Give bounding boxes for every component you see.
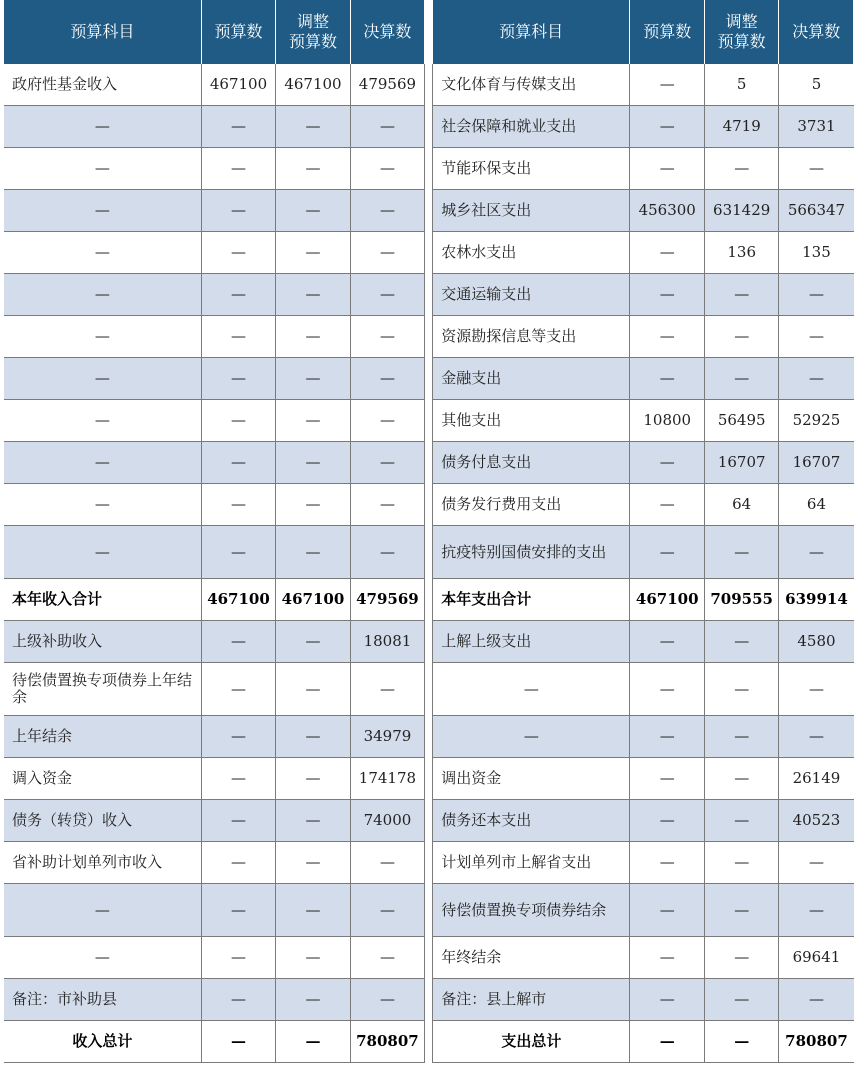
left-budget-cell: — [201,842,275,884]
right-final-cell: 5 [779,64,854,106]
left-adjusted-cell: — [276,842,350,884]
column-gap [425,232,433,274]
right-subject-cell: 抗疫特别国债安排的支出 [433,526,630,579]
left-adjusted-cell: — [276,716,350,758]
left-subject-cell: 备注：市补助县 [4,979,201,1021]
left-adjusted-cell: — [276,526,350,579]
left-adjusted-cell: — [276,1021,350,1063]
right-final-cell: — [779,842,854,884]
right-budget-cell: — [630,758,704,800]
left-adjusted-cell: 467100 [276,64,350,106]
right-final-cell: 780807 [779,1021,854,1063]
right-adjusted-cell: 136 [704,232,778,274]
left-subject-cell: 债务（转贷）收入 [4,800,201,842]
left-adjusted-cell: — [276,358,350,400]
right-subject-cell: 社会保障和就业支出 [433,106,630,148]
right-subject-cell: 上解上级支出 [433,621,630,663]
right-budget-cell: 10800 [630,400,704,442]
right-subject-cell: 支出总计 [433,1021,630,1063]
left-subject-cell: 本年收入合计 [4,579,201,621]
left-budget-cell: — [201,1021,275,1063]
column-gap [425,400,433,442]
header-gap [425,0,433,64]
right-budget-cell: — [630,526,704,579]
column-gap [425,316,433,358]
table-row [4,442,854,484]
left-subject-cell: — [4,526,201,579]
right-adjusted-cell: 5 [704,64,778,106]
left-final-cell: — [350,148,424,190]
left-subject-cell: — [4,316,201,358]
column-gap [425,442,433,484]
right-adjusted-cell: — [704,937,778,979]
table-row [4,800,854,842]
right-adjusted-cell: — [704,842,778,884]
right-final-cell: 40523 [779,800,854,842]
column-gap [425,64,433,106]
left-budget-cell: — [201,358,275,400]
left-final-cell: 479569 [350,64,424,106]
right-subject-cell: 调出资金 [433,758,630,800]
right-adjusted-cell: 631429 [704,190,778,232]
left-budget-cell: — [201,526,275,579]
column-gap [425,621,433,663]
left-subject-cell: 收入总计 [4,1021,201,1063]
left-budget-cell: 467100 [201,579,275,621]
left-adjusted-cell: — [276,274,350,316]
column-gap [425,937,433,979]
right-subject-cell: 文化体育与传媒支出 [433,64,630,106]
right-adjusted-cell: — [704,316,778,358]
left-adjusted-cell: — [276,663,350,716]
column-gap [425,274,433,316]
table-row [4,758,854,800]
right-adjusted-cell: — [704,800,778,842]
right-final-cell: — [779,358,854,400]
right-subject-cell: 债务发行费用支出 [433,484,630,526]
column-gap [425,526,433,579]
table-row [4,190,854,232]
left-final-cell: 174178 [350,758,424,800]
left-budget-cell: — [201,442,275,484]
right-adjusted-cell: — [704,979,778,1021]
left-subject-cell: — [4,148,201,190]
right-final-cell: 52925 [779,400,854,442]
table-row [4,64,854,106]
right-final-cell: — [779,316,854,358]
right-final-cell: — [779,884,854,937]
right-final-cell: 566347 [779,190,854,232]
left-budget-cell: — [201,716,275,758]
left-adjusted-cell: — [276,316,350,358]
table-row [4,274,854,316]
right-subject-cell: 本年支出合计 [433,579,630,621]
column-gap [425,148,433,190]
left-final-cell: — [350,842,424,884]
column-gap [425,800,433,842]
left-adjusted-cell: — [276,800,350,842]
right-adjusted-cell: — [704,621,778,663]
left-budget-cell: — [201,663,275,716]
right-subject-cell: 其他支出 [433,400,630,442]
right-final-cell: — [779,979,854,1021]
right-adjusted-cell: — [704,148,778,190]
right-budget-cell: — [630,979,704,1021]
left-subject-cell: — [4,484,201,526]
right-budget-cell: — [630,716,704,758]
right-subject-cell: 待偿债置换专项债券结余 [433,884,630,937]
right-budget-cell: — [630,358,704,400]
header-left-final: 决算数 [350,0,424,64]
column-gap [425,979,433,1021]
table-row [4,358,854,400]
column-gap [425,716,433,758]
left-subject-cell: — [4,106,201,148]
left-subject-cell: — [4,442,201,484]
left-adjusted-cell: 467100 [276,579,350,621]
right-adjusted-cell: 709555 [704,579,778,621]
right-budget-cell: — [630,663,704,716]
left-budget-cell: — [201,758,275,800]
right-budget-cell: — [630,842,704,884]
header-right-adjusted: 调整 预算数 [704,0,778,64]
right-budget-cell: 467100 [630,579,704,621]
left-budget-cell: — [201,106,275,148]
left-final-cell: 479569 [350,579,424,621]
budget-table-container [4,0,854,1063]
right-final-cell: — [779,526,854,579]
right-subject-cell: 计划单列市上解省支出 [433,842,630,884]
table-row [4,663,854,716]
column-gap [425,106,433,148]
right-budget-cell: — [630,800,704,842]
left-subject-cell: — [4,190,201,232]
left-final-cell: — [350,484,424,526]
right-final-cell: — [779,274,854,316]
right-subject-cell: 节能环保支出 [433,148,630,190]
header-right-subject: 预算科目 [433,0,630,64]
budget-table [4,0,854,1063]
left-adjusted-cell: — [276,232,350,274]
left-subject-cell: 调入资金 [4,758,201,800]
right-subject-cell: 交通运输支出 [433,274,630,316]
column-gap [425,484,433,526]
left-adjusted-cell: — [276,758,350,800]
right-budget-cell: — [630,442,704,484]
header-left-budget: 预算数 [201,0,275,64]
right-final-cell: 64 [779,484,854,526]
right-budget-cell: — [630,232,704,274]
column-gap [425,1021,433,1063]
left-final-cell: 780807 [350,1021,424,1063]
table-row [4,884,854,937]
left-adjusted-cell: — [276,484,350,526]
table-row [4,842,854,884]
left-budget-cell: — [201,190,275,232]
table-row [4,579,854,621]
right-adjusted-cell: 64 [704,484,778,526]
left-budget-cell: — [201,148,275,190]
left-budget-cell: 467100 [201,64,275,106]
left-final-cell: — [350,232,424,274]
table-row [4,979,854,1021]
left-final-cell: — [350,884,424,937]
column-gap [425,663,433,716]
left-final-cell: — [350,190,424,232]
left-subject-cell: — [4,358,201,400]
left-subject-cell: 省补助计划单列市收入 [4,842,201,884]
table-row [4,621,854,663]
right-budget-cell: — [630,106,704,148]
right-budget-cell: — [630,274,704,316]
header-right-budget: 预算数 [630,0,704,64]
table-row [4,148,854,190]
table-body [4,64,854,1063]
column-gap [425,579,433,621]
left-subject-cell: — [4,232,201,274]
right-adjusted-cell: 4719 [704,106,778,148]
left-final-cell: — [350,106,424,148]
right-budget-cell: — [630,484,704,526]
table-row [4,937,854,979]
table-row [4,316,854,358]
right-subject-cell: 农林水支出 [433,232,630,274]
right-final-cell: 135 [779,232,854,274]
right-budget-cell: — [630,148,704,190]
column-gap [425,190,433,232]
column-gap [425,758,433,800]
left-final-cell: — [350,937,424,979]
right-budget-cell: — [630,937,704,979]
right-subject-cell: 债务付息支出 [433,442,630,484]
right-subject-cell: 备注：县上解市 [433,979,630,1021]
left-final-cell: 34979 [350,716,424,758]
left-adjusted-cell: — [276,106,350,148]
left-adjusted-cell: — [276,621,350,663]
left-subject-cell: 上年结余 [4,716,201,758]
left-budget-cell: — [201,484,275,526]
right-adjusted-cell: — [704,663,778,716]
right-final-cell: 3731 [779,106,854,148]
right-budget-cell: — [630,621,704,663]
left-budget-cell: — [201,800,275,842]
right-budget-cell: — [630,64,704,106]
table-row [4,400,854,442]
column-gap [425,884,433,937]
left-budget-cell: — [201,884,275,937]
left-adjusted-cell: — [276,937,350,979]
column-gap [425,358,433,400]
right-budget-cell: — [630,1021,704,1063]
right-adjusted-cell: 16707 [704,442,778,484]
left-budget-cell: — [201,400,275,442]
right-final-cell: — [779,663,854,716]
right-adjusted-cell: — [704,274,778,316]
right-final-cell: 69641 [779,937,854,979]
left-final-cell: — [350,274,424,316]
header-left-adjusted: 调整 预算数 [276,0,350,64]
table-row [4,716,854,758]
left-subject-cell: 政府性基金收入 [4,64,201,106]
left-adjusted-cell: — [276,190,350,232]
left-budget-cell: — [201,937,275,979]
right-final-cell: — [779,148,854,190]
left-budget-cell: — [201,316,275,358]
left-final-cell: — [350,442,424,484]
right-subject-cell: 债务还本支出 [433,800,630,842]
right-adjusted-cell: 56495 [704,400,778,442]
table-row [4,232,854,274]
left-final-cell: — [350,526,424,579]
left-adjusted-cell: — [276,979,350,1021]
left-subject-cell: 上级补助收入 [4,621,201,663]
left-final-cell: — [350,663,424,716]
left-budget-cell: — [201,274,275,316]
right-final-cell: 4580 [779,621,854,663]
header-right-final: 决算数 [779,0,854,64]
left-final-cell: 74000 [350,800,424,842]
right-adjusted-cell: — [704,526,778,579]
right-subject-cell: 年终结余 [433,937,630,979]
right-subject-cell: — [433,663,630,716]
right-subject-cell: 资源勘探信息等支出 [433,316,630,358]
table-header-row [4,0,854,64]
header-left-subject: 预算科目 [4,0,201,64]
left-subject-cell: — [4,937,201,979]
table-row [4,526,854,579]
right-adjusted-cell: — [704,1021,778,1063]
right-subject-cell: 城乡社区支出 [433,190,630,232]
left-subject-cell: — [4,274,201,316]
right-final-cell: — [779,716,854,758]
right-adjusted-cell: — [704,358,778,400]
left-subject-cell: 待偿债置换专项债券上年结余 [4,663,201,716]
column-gap [425,842,433,884]
table-row [4,1021,854,1063]
table-row [4,106,854,148]
right-budget-cell: 456300 [630,190,704,232]
left-final-cell: — [350,979,424,1021]
right-budget-cell: — [630,316,704,358]
table-row [4,484,854,526]
left-budget-cell: — [201,232,275,274]
left-final-cell: — [350,316,424,358]
left-final-cell: — [350,358,424,400]
left-adjusted-cell: — [276,400,350,442]
right-adjusted-cell: — [704,716,778,758]
right-adjusted-cell: — [704,758,778,800]
left-budget-cell: — [201,621,275,663]
left-subject-cell: — [4,884,201,937]
right-subject-cell: — [433,716,630,758]
right-final-cell: 639914 [779,579,854,621]
left-adjusted-cell: — [276,442,350,484]
left-final-cell: — [350,400,424,442]
right-adjusted-cell: — [704,884,778,937]
left-adjusted-cell: — [276,884,350,937]
right-final-cell: 16707 [779,442,854,484]
left-adjusted-cell: — [276,148,350,190]
left-budget-cell: — [201,979,275,1021]
right-budget-cell: — [630,884,704,937]
right-final-cell: 26149 [779,758,854,800]
left-subject-cell: — [4,400,201,442]
right-subject-cell: 金融支出 [433,358,630,400]
left-final-cell: 18081 [350,621,424,663]
